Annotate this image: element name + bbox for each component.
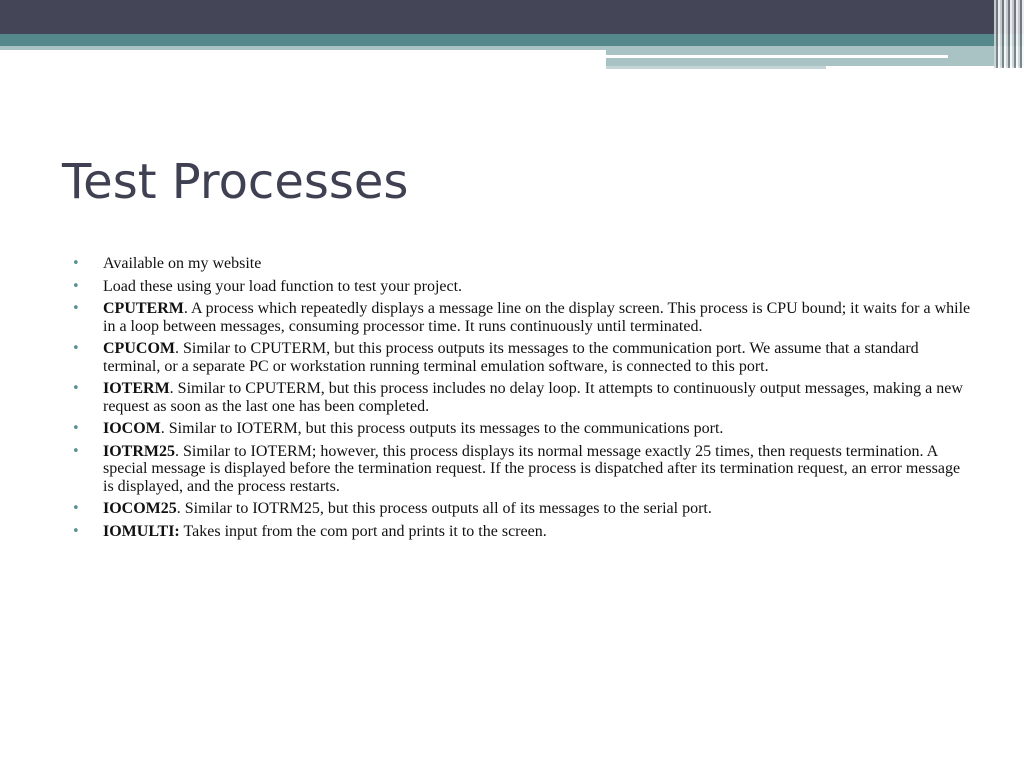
header-accent-line-lower bbox=[606, 66, 826, 69]
bullet-term: IOTERM bbox=[103, 380, 170, 397]
bullet-text: . Similar to IOTRM25, but this process outputs all of its messages to the serial port. bbox=[176, 500, 712, 517]
bullet-item bbox=[72, 340, 972, 375]
bullet-text: Load these using your load function to test your project. bbox=[103, 277, 463, 295]
bullet-text: . Similar to CPUTERM, but this process outputs its messages to the communication port. We assume that a standard terminal, or a separate PC or workstation running terminal emulation software, is connected to this port. bbox=[103, 340, 919, 375]
bullet-list bbox=[72, 255, 972, 545]
bullet-dot-icon: • bbox=[72, 381, 80, 396]
bullet-dot-icon: • bbox=[72, 523, 80, 539]
bullet-dot-icon: • bbox=[72, 256, 80, 271]
bullet-dot-icon: • bbox=[72, 443, 80, 459]
bullet-item bbox=[72, 300, 972, 335]
bullet-dot-icon: • bbox=[72, 421, 80, 436]
bullet-text: Available on my website bbox=[103, 255, 262, 272]
bullet-text: . A process which repeatedly displays a message line on the display screen. This process is CPU bound; it waits for a while in a loop between messages, consuming processor time. It runs continuously until terminated. bbox=[103, 300, 971, 335]
bullet-item bbox=[72, 278, 972, 296]
header-light-band bbox=[0, 46, 606, 50]
bullet-term: CPUTERM bbox=[103, 300, 184, 317]
bullet-text: . Similar to IOTERM, but this process outputs its messages to the communications port. bbox=[160, 420, 724, 437]
bullet-dot-icon: • bbox=[72, 301, 80, 316]
bullet-term: IOCOM25 bbox=[103, 500, 177, 517]
bullet-text: Takes input from the com port and prints it to the screen. bbox=[179, 522, 547, 540]
bullet-dot-icon: • bbox=[72, 341, 80, 356]
bullet-text: . Similar to IOTERM; however, this process displays its normal message exactly 25 times, then requests termination. A special message is displayed before the termination request. If the process is dispatched after its termination request, an error message is displayed, and the process restarts. bbox=[103, 442, 961, 495]
bullet-text: . Similar to CPUTERM, but this process includes no delay loop. It attempts to continuously output messages, making a new request as soon as the last one has been completed. bbox=[103, 380, 963, 415]
bullet-term: IOMULTI: bbox=[103, 522, 180, 540]
bullet-item bbox=[72, 523, 972, 541]
bullet-term: IOTRM25 bbox=[103, 442, 175, 460]
header-teal-band bbox=[0, 34, 1024, 46]
bullet-item bbox=[72, 420, 972, 438]
header-accent-line bbox=[606, 55, 948, 58]
bullet-term: CPUCOM bbox=[103, 340, 175, 357]
bullet-term: IOCOM bbox=[103, 420, 161, 437]
bullet-dot-icon: • bbox=[72, 278, 80, 294]
bullet-item bbox=[72, 500, 972, 518]
header-side-stripes bbox=[994, 0, 1024, 68]
bullet-item bbox=[72, 380, 972, 415]
bullet-dot-icon: • bbox=[72, 501, 80, 516]
header-dark-band bbox=[0, 0, 1024, 34]
slide-title: Test Processes bbox=[62, 154, 409, 210]
bullet-item bbox=[72, 255, 972, 273]
bullet-item bbox=[72, 443, 972, 496]
